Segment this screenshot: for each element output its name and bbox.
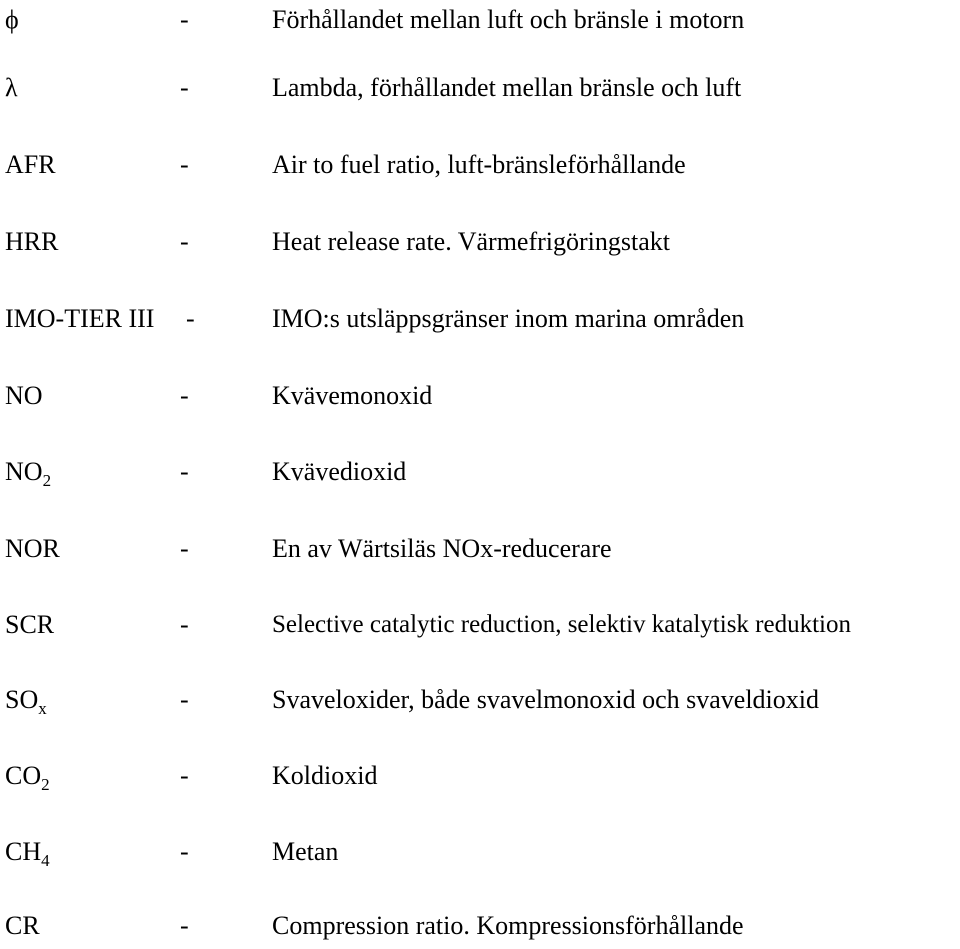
glossary-row	[0, 145, 960, 185]
glossary-abbreviation: NOR	[5, 534, 60, 563]
glossary-abbreviation: CR	[5, 911, 40, 940]
glossary-dash: -	[180, 73, 189, 102]
glossary-row	[0, 376, 960, 416]
glossary-abbreviation: NO	[5, 381, 43, 410]
glossary-abbreviation: λ	[5, 73, 18, 102]
glossary-row	[0, 299, 960, 339]
glossary-dash: -	[180, 685, 189, 714]
glossary-abbreviation: $CH_4$	[5, 837, 50, 870]
glossary-dash: -	[180, 610, 189, 639]
glossary-dash: -	[180, 457, 189, 486]
glossary-dash: -	[180, 5, 189, 34]
glossary-abbreviation: SCR	[5, 610, 55, 639]
glossary-abbreviation: $CO_2$	[5, 761, 50, 794]
glossary-row	[0, 452, 960, 492]
glossary-description: Compression ratio. Kompressionsförhållande	[272, 911, 744, 940]
glossary-row	[0, 680, 960, 720]
glossary-abbreviation: HRR	[5, 227, 59, 256]
glossary-row	[0, 222, 960, 262]
glossary-row	[0, 756, 960, 796]
glossary-dash: -	[186, 304, 195, 333]
glossary-dash: -	[180, 761, 189, 790]
glossary-abbreviation: $SO_x$	[5, 685, 47, 718]
glossary-description: En av Wärtsiläs NOx-reducerare	[272, 534, 612, 563]
glossary-dash: -	[180, 911, 189, 940]
glossary-dash: -	[180, 837, 189, 866]
glossary-row	[0, 68, 960, 108]
glossary-row	[0, 605, 960, 645]
glossary-description: Selective catalytic reduction, selektiv katalytisk reduktion	[272, 611, 851, 638]
glossary-dash: -	[180, 534, 189, 563]
glossary-description: Air to fuel ratio, luft-bränsleförhållande	[272, 150, 686, 179]
glossary-abbreviation: $NO_2$	[5, 457, 52, 490]
glossary-description: Kvävedioxid	[272, 457, 407, 486]
glossary-dash: -	[180, 150, 189, 179]
glossary-row	[0, 0, 960, 40]
glossary-dash: -	[180, 381, 189, 410]
glossary-description: IMO:s utsläppsgränser inom marina områden	[272, 304, 745, 333]
glossary-description: Heat release rate. Värmefrigöringstakt	[272, 227, 670, 256]
glossary-dash: -	[180, 227, 189, 256]
glossary-description: Metan	[272, 837, 339, 866]
glossary-abbreviation: ϕ	[5, 5, 19, 34]
glossary-description: Koldioxid	[272, 761, 378, 790]
glossary-abbreviation: IMO-TIER III	[5, 304, 155, 333]
glossary-description: Svaveloxider, både svavelmonoxid och svaveldioxid	[272, 685, 820, 714]
glossary-description: Förhållandet mellan luft och bränsle i motorn	[272, 5, 745, 34]
glossary-row	[0, 529, 960, 569]
glossary-row	[0, 906, 960, 946]
glossary-row	[0, 832, 960, 872]
glossary-description: Lambda, förhållandet mellan bränsle och luft	[272, 73, 742, 102]
glossary-abbreviation: AFR	[5, 150, 56, 179]
glossary-description: Kvävemonoxid	[272, 381, 433, 410]
